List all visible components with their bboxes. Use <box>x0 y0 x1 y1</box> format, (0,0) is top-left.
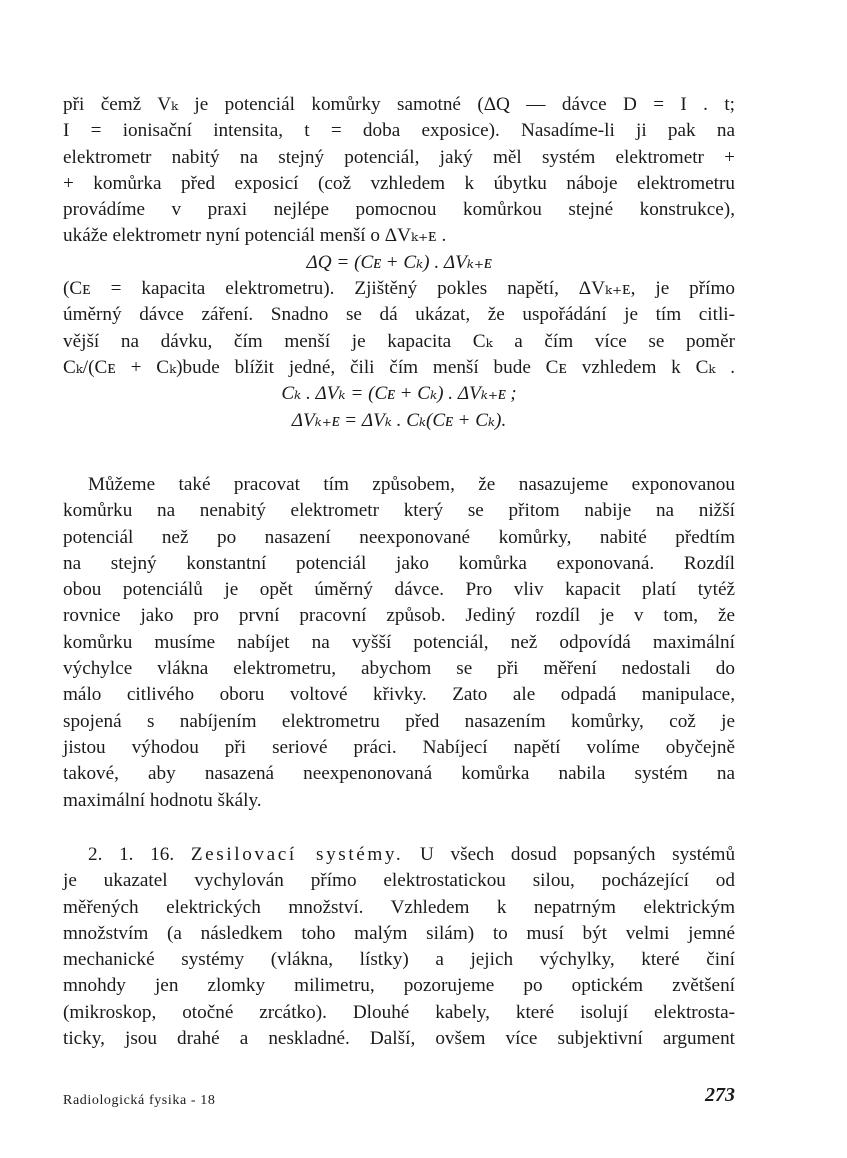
text-line: Můžeme také pracovat tím způsobem, že nasazujeme exponovanou <box>88 474 735 495</box>
page-number: 273 <box>705 1084 735 1106</box>
text-line: na stejný konstantní potenciál jako komůrka exponovaná. Rozdíl <box>63 552 735 574</box>
text-line: rovnice jako pro první pracovní způsob. Jediný rozdíl je v tom, že <box>63 605 735 627</box>
section-amplifying-systems <box>63 842 735 1052</box>
section-title: Zesilovací systémy. <box>190 844 404 865</box>
text-line: komůrku na nenabitý elektrometr který se přitom nabije na nižší <box>63 500 735 522</box>
section-first-line: U všech dosud popsaných systémů <box>419 844 736 865</box>
text-line: úměrný dávce záření. Snadno se dá ukázat, že uspořádání je tím citli- <box>63 304 735 326</box>
paragraph-capacitance <box>63 92 735 434</box>
equation-voltage-balance: Cₖ . ΔVₖ = (Cᴇ + Cₖ) . ΔVₖ₊ᴇ ; <box>281 383 517 405</box>
text-line: (mikroskop, otočné zrcátko). Dlouhé kabely, které isolují elektrosta- <box>63 1001 735 1023</box>
text-line: jistou výhodou při seriové práci. Nabíjecí napětí volíme obyčejně <box>63 736 735 758</box>
text-line: provádíme v praxi nejlépe pomocnou komůrkou stejné konstrukce), <box>63 199 735 221</box>
text-line: málo citlivého oboru voltové křivky. Zato ale odpadá manipulace, <box>63 684 735 706</box>
text-line: obou potenciálů je opět úměrný dávce. Pro vliv kapacit platí tytéž <box>63 579 735 601</box>
section-heading-line <box>63 842 735 868</box>
text-line: výchylce vlákna elektrometru, abychom se při měření nedostali do <box>63 658 735 680</box>
text-line: (Cᴇ = kapacita elektrometru). Zjištěný pokles napětí, ΔVₖ₊ᴇ, je přímo <box>63 278 735 300</box>
text-line: je ukazatel vychylován přímo elektrostatickou silou, pocházející od <box>63 870 735 892</box>
text-line: spojená s nabíjením elektrometru před nasazením komůrky, což je <box>63 710 735 732</box>
text-line: maximální hodnotu škály. <box>63 789 262 811</box>
equation-voltage-drop: ΔVₖ₊ᴇ = ΔVₖ . Cₖ(Cᴇ + Cₖ). <box>291 409 507 431</box>
footer-signature: Radiologická fysika - 18 <box>63 1093 216 1108</box>
text-line: komůrku musíme nabíjet na vyšší potenciál, než odpovídá maximální <box>63 631 735 653</box>
text-line: mnohdy jen zlomky milimetru, pozorujeme po optickém zvětšení <box>63 975 735 997</box>
text-line: I = ionisační intensita, t = doba exposice). Nasadíme-li ji pak na <box>63 120 735 142</box>
text-line: vější na dávku, čím menší je kapacita Cₖ a čím více se poměr <box>63 330 735 352</box>
text-line: ticky, jsou drahé a neskladné. Další, ovšem více subjektivní argument <box>63 1028 735 1050</box>
text-line: mechanické systémy (vlákna, lístky) a jejich výchylky, které činí <box>63 949 735 971</box>
equation-charge: ΔQ = (Cᴇ + Cₖ) . ΔVₖ₊ᴇ <box>306 251 492 273</box>
text-line: takové, aby nasazená neexpenonovaná komůrka nabila systém na <box>63 763 735 785</box>
text-line: + komůrka před exposicí (což vzhledem k úbytku náboje elektrometru <box>63 172 735 194</box>
text-line: při čemž Vₖ je potenciál komůrky samotné (ΔQ — dávce D = I . t; <box>63 94 735 115</box>
paragraph-alternative-method <box>63 472 735 814</box>
text-line: měřených elektrických množství. Vzhledem k nepatrným elektrickým <box>63 896 735 918</box>
text-line: elektrometr nabitý na stejný potenciál, jaký měl systém elektrometr + <box>63 146 735 168</box>
section-number: 2. 1. 16. <box>88 844 175 865</box>
text-line: množstvím (a následkem toho malým silám) to musí být velmi jemné <box>63 922 735 944</box>
text-line: ukáže elektrometr nyní potenciál menší o ΔVₖ₊ᴇ . <box>63 225 447 247</box>
text-line: potenciál než po nasazení neexponované komůrky, nabité předtím <box>63 526 735 548</box>
text-line: Cₖ/(Cᴇ + Cₖ)bude blížit jedné, čili čím menší bude Cᴇ vzhledem k Cₖ . <box>63 356 735 378</box>
